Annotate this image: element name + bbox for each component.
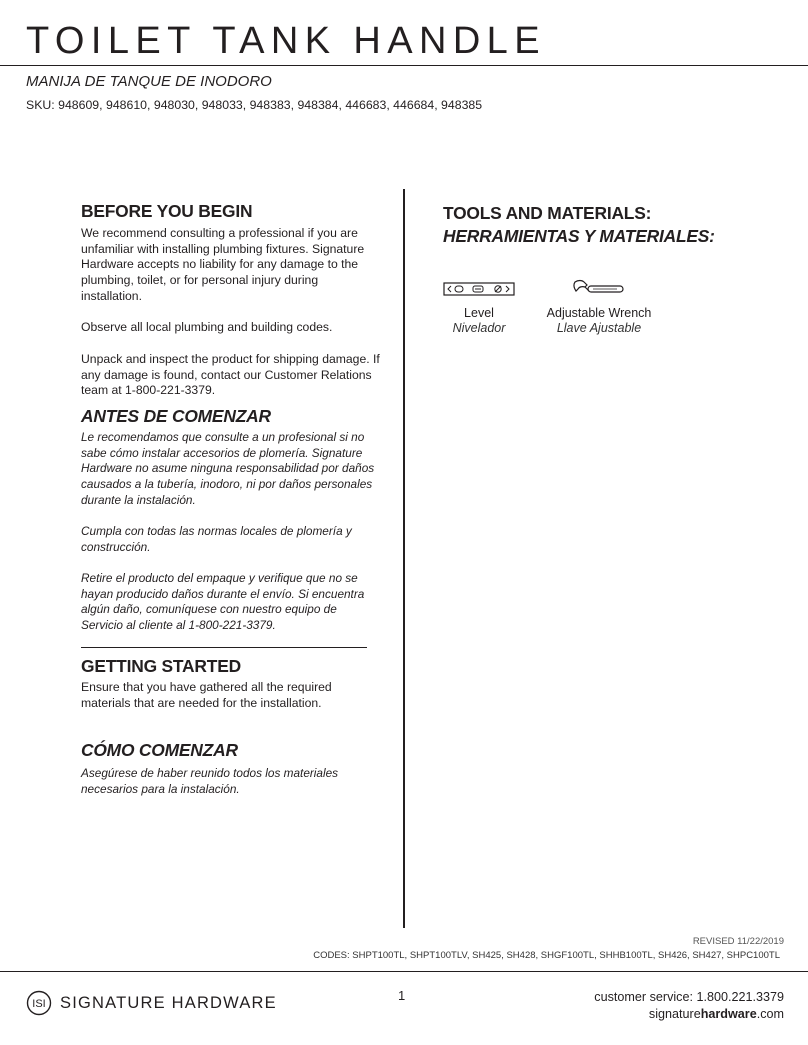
antes-heading: ANTES DE COMENZAR	[81, 406, 271, 426]
brand-logo	[26, 990, 277, 1016]
antes-p1: Le recomendamos que consulte a un profesional si no sabe cómo instalar accesorios de plomería. Signature Hardware no asume ninguna responsabilidad por daños causados a la tubería, inodoro, ni por daños personales durante la instalación.	[81, 430, 375, 507]
section-rule	[81, 647, 367, 648]
before-p2: Observe all local plumbing and building codes.	[81, 320, 333, 334]
tool-level-label-es: Nivelador	[452, 321, 506, 335]
como-heading: CÓMO COMENZAR	[81, 740, 238, 760]
title-rule	[0, 65, 808, 66]
brand-logo-mark: ISI	[32, 998, 46, 1011]
website-suffix: .com	[756, 1007, 784, 1021]
sku-list: SKU: 948609, 948610, 948030, 948033, 948383, 948384, 446683, 446684, 948385	[26, 98, 483, 112]
tool-wrench-label-es: Llave Ajustable	[556, 321, 642, 335]
tools-heading: TOOLS AND MATERIALS:	[443, 203, 652, 223]
website-prefix: signature	[648, 1007, 701, 1021]
tools-heading-es: HERRAMIENTAS Y MATERIALES:	[443, 226, 715, 246]
page-title: TOILET TANK HANDLE	[26, 20, 546, 62]
getting-started-p1: Ensure that you have gathered all the required materials that are needed for the installation.	[81, 680, 332, 710]
customer-service: customer service: 1.800.221.3379	[594, 990, 784, 1004]
brand-logo-icon	[26, 990, 52, 1016]
website-link[interactable]	[594, 1006, 784, 1023]
wrench-icon	[573, 279, 625, 296]
tool-level-label: Level	[464, 306, 494, 320]
column-divider	[403, 189, 405, 928]
level-icon	[443, 282, 515, 296]
website-bold: hardware	[700, 1007, 757, 1021]
tool-wrench-label: Adjustable Wrench	[546, 306, 652, 320]
footer-rule	[0, 971, 808, 972]
revised-date: REVISED 11/22/2019	[692, 936, 784, 947]
antes-p3: Retire el producto del empaque y verifique que no se hayan producido daños durante el envío. Si encuentra algún daño, comuníquese con nuestro equipo de Servicio al cliente al 1-800-221-3379.	[81, 571, 365, 633]
tool-wrench	[545, 279, 653, 336]
brand-name: SIGNATURE HARDWARE	[60, 993, 277, 1012]
antes-p2: Cumpla con todas las normas locales de plomería y construcción.	[81, 524, 352, 554]
before-heading: BEFORE YOU BEGIN	[81, 201, 253, 221]
como-p1: Asegúrese de haber reunido todos los materiales necesarios para la instalación.	[81, 766, 339, 796]
before-p3: Unpack and inspect the product for shipping damage. If any damage is found, contact our Customer Relations team at 1-800-221-3379.	[81, 352, 380, 398]
page-number: 1	[398, 988, 406, 1003]
before-p1: We recommend consulting a professional if you are unfamiliar with installing plumbing fixtures. Signature Hardware accepts no liability for any damage to the plumbing, toilet, or for personal injury during installation.	[81, 226, 365, 303]
product-codes: CODES: SHPT100TL, SHPT100TLV, SH425, SH428, SHGF100TL, SHHB100TL, SH426, SH427, SHPC100TL	[313, 950, 780, 961]
tool-level	[440, 282, 518, 336]
getting-started-heading: GETTING STARTED	[81, 656, 241, 676]
contact-block	[594, 989, 784, 1023]
page-subtitle: MANIJA DE TANQUE DE INODORO	[26, 73, 272, 90]
